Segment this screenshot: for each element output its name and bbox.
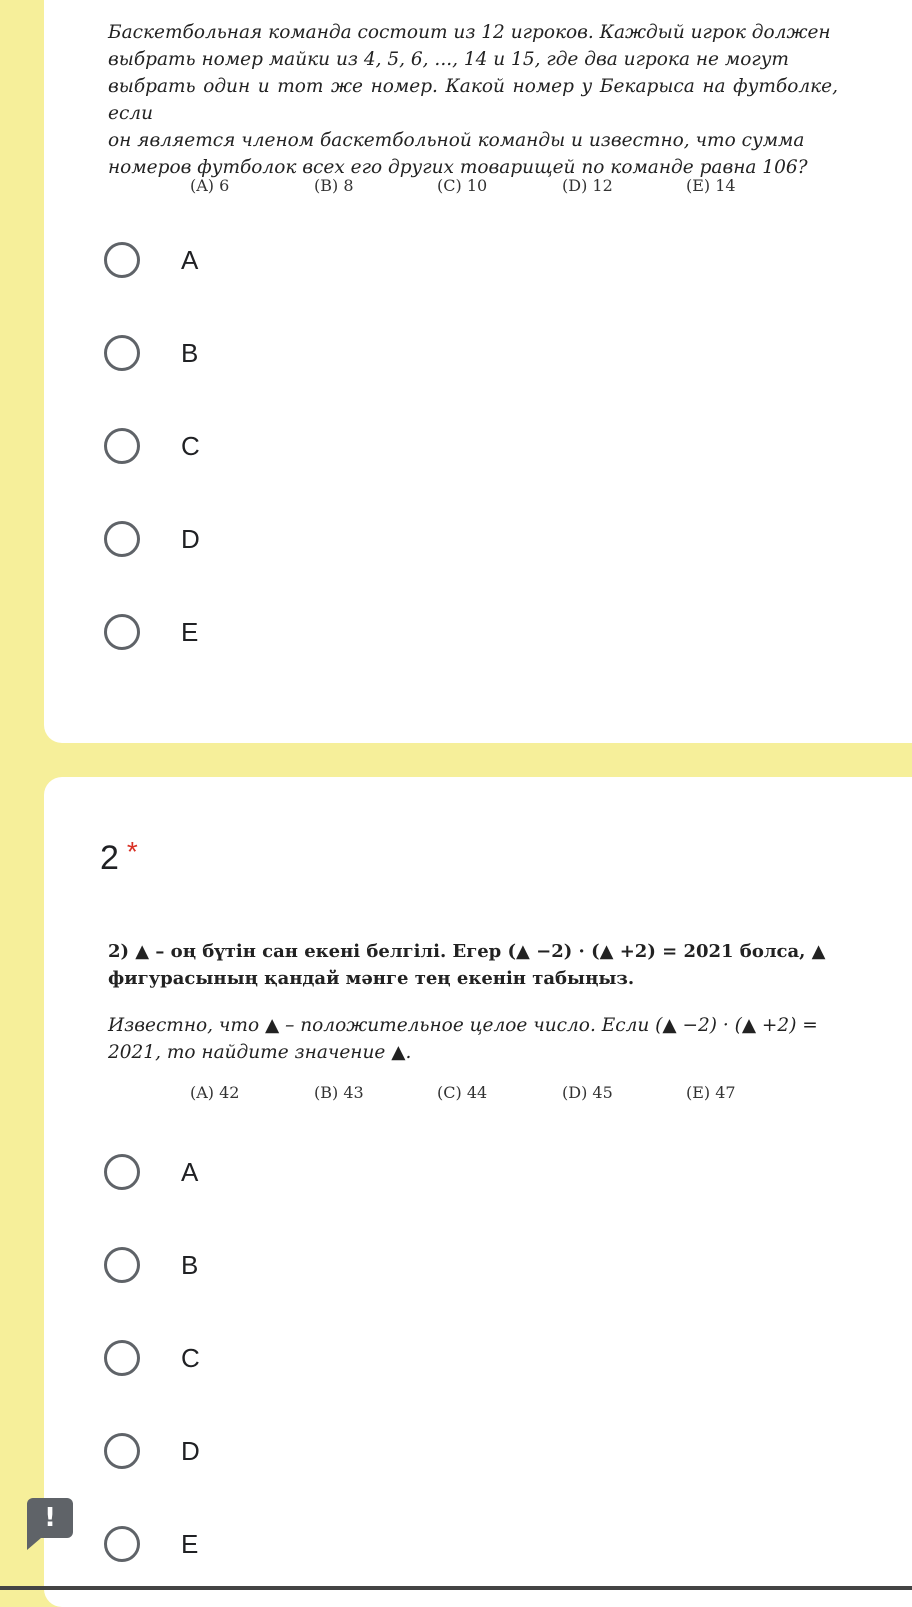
radio-button[interactable] (104, 1247, 140, 1283)
q2-choice-e[interactable] (104, 1522, 404, 1566)
question-2-russian-line: 2021, то найдите значение ▲. (108, 1042, 412, 1063)
required-asterisk: * (126, 836, 138, 867)
answer-option: (D) 12 (562, 176, 613, 195)
question-1-text (108, 19, 838, 181)
q1-choice-c[interactable] (104, 424, 404, 468)
bottom-divider (0, 1586, 912, 1590)
choice-label[interactable]: C (181, 430, 200, 461)
question-2-title (100, 836, 138, 878)
choice-label[interactable]: D (181, 523, 200, 554)
radio-button[interactable] (104, 1154, 140, 1190)
choice-label[interactable]: B (181, 1249, 199, 1280)
choice-label[interactable]: E (181, 616, 199, 647)
radio-button[interactable] (104, 335, 140, 371)
answer-option: (D) 45 (562, 1083, 613, 1102)
warning-icon[interactable]: ! (27, 1498, 73, 1538)
radio-button[interactable] (104, 428, 140, 464)
choice-label[interactable]: D (181, 1435, 200, 1466)
q2-choice-c[interactable] (104, 1336, 404, 1380)
choice-label[interactable]: A (181, 1156, 199, 1187)
question-2-kazakh-line: фигурасының қандай мәнге тең екенін табыңыз. (108, 968, 635, 989)
question-number: 2 (100, 839, 119, 877)
choice-label[interactable]: C (181, 1342, 200, 1373)
answer-option: (E) 47 (686, 1083, 736, 1102)
radio-button[interactable] (104, 242, 140, 278)
radio-button[interactable] (104, 614, 140, 650)
question-1-line: номеров футболок всех его других товарищей по команде равна 106? (108, 157, 808, 178)
radio-button[interactable] (104, 1340, 140, 1376)
answer-option: (C) 10 (437, 176, 488, 195)
choice-label[interactable]: E (181, 1528, 199, 1559)
question-2-kazakh-text (108, 938, 838, 992)
answer-option: (E) 14 (686, 176, 736, 195)
question-1-line: выбрать один и тот же номер. Какой номер у Бекарыса на футболке, если (108, 76, 838, 124)
choice-label[interactable]: B (181, 337, 199, 368)
radio-button[interactable] (104, 521, 140, 557)
question-2-russian-line: Известно, что ▲ – положительное целое число. Если (▲ −2) · (▲ +2) = (108, 1015, 818, 1036)
radio-button[interactable] (104, 1433, 140, 1469)
question-2-russian-text (108, 1012, 838, 1066)
q1-choice-d[interactable] (104, 517, 404, 561)
radio-button[interactable] (104, 1526, 140, 1562)
answer-option: (A) 6 (190, 176, 230, 195)
answer-option: (B) 43 (314, 1083, 364, 1102)
question-2-kazakh-line: 2) ▲ – оң бүтін сан екені белгілі. Егер (▲ −2) · (▲ +2) = 2021 болса, ▲ (108, 941, 826, 962)
question-1-line: выбрать номер майки из 4, 5, 6, ..., 14 и 15, где два игрока не могут (108, 49, 789, 70)
q2-choice-a[interactable] (104, 1150, 404, 1194)
answer-option: (A) 42 (190, 1083, 240, 1102)
question-1-line: Баскетбольная команда состоит из 12 игроков. Каждый игрок должен (108, 22, 831, 43)
q1-choice-e[interactable] (104, 610, 404, 654)
q1-choice-b[interactable] (104, 331, 404, 375)
q2-choice-d[interactable] (104, 1429, 404, 1473)
answer-option: (C) 44 (437, 1083, 488, 1102)
q2-choice-b[interactable] (104, 1243, 404, 1287)
answer-option: (B) 8 (314, 176, 354, 195)
question-1-line: он является членом баскетбольной команды и известно, что сумма (108, 130, 805, 151)
choice-label[interactable]: A (181, 244, 199, 275)
q1-choice-a[interactable] (104, 238, 404, 282)
